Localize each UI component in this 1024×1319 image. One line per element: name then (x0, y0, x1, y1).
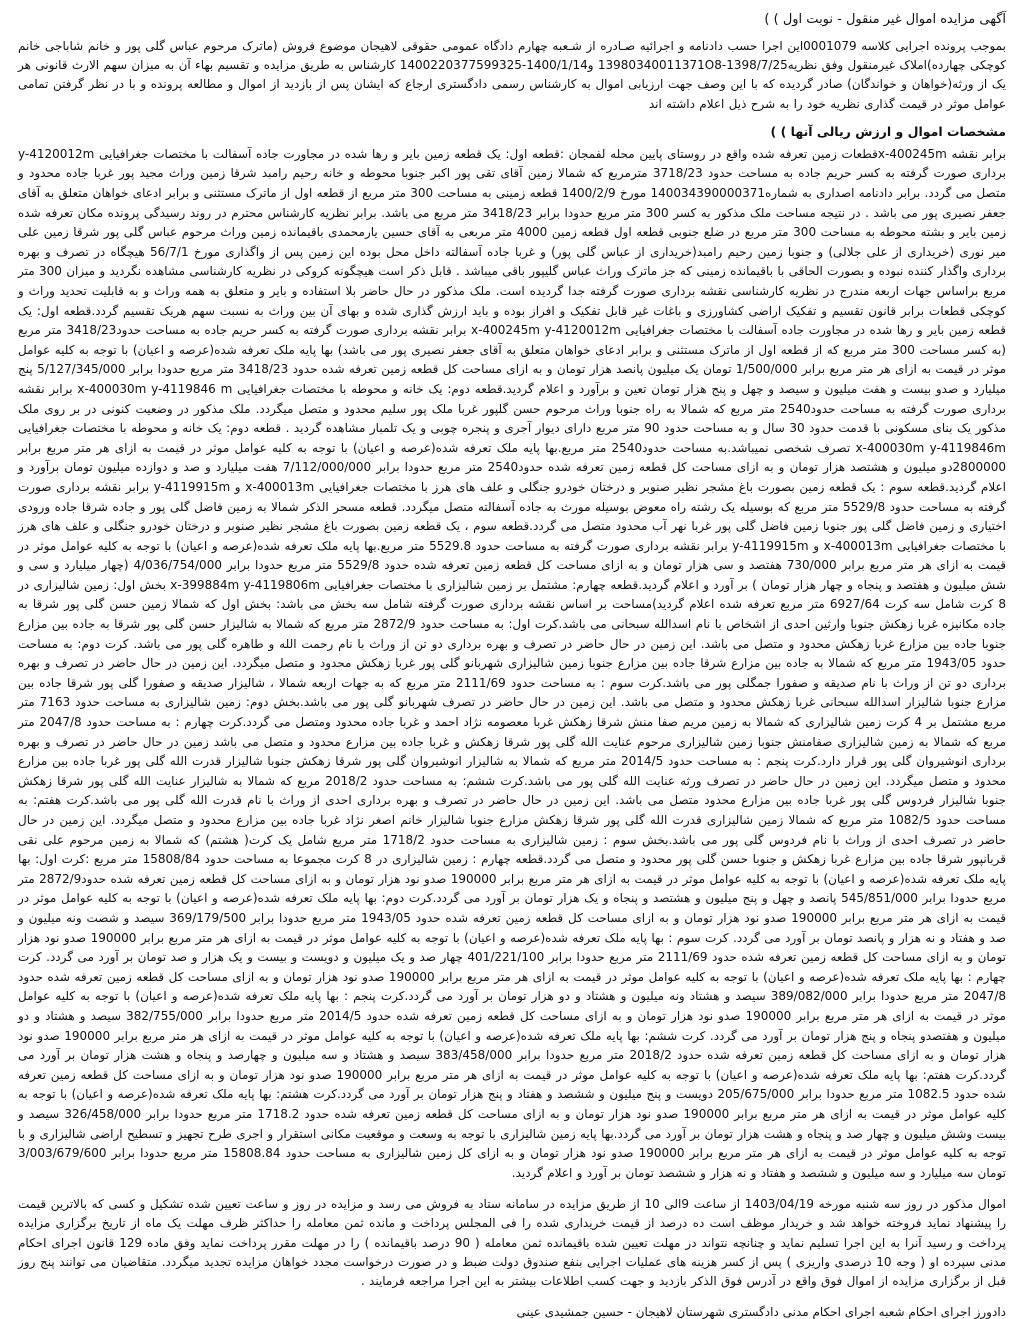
notice-intro-paragraph: بموجب پرونده اجرایی کلاسه 0001079این اجرا حسب دادنامه و اجرائیه صـادره از شـعبه چهارم دادگاه عمومی حقوقی لاهیجان موضوع فروش (ماترک مرحوم عباس گلی پور و خانم شاباجی خانم کوچکی چهارده)املاک غیرمنقول وفق نظریه13980340011371O8-1398/7/25 و1400/1/14-1400220377599325 کارشناس به طریق مزایده و تقسیم بهاء آن به میزان سهم الارث قانونی هر یک از ورثه(خواهان و خواندگان) صادر گردیده که با این وصف جهت ارزیابی اموال به کارشناس رسمی دادگستری ارجاع که ایشان پس از بازدید از اموال و مطالعه پرونده و با در نظر گرفتن تمامی عوامل موثر در قیمت گذاری نظریه خود را به شرح ذیل اعلام داشته اند (18, 39, 1007, 111)
notice-title: آگهی مزایده اموال غیر منقول - نوبت اول ) ) (764, 12, 1006, 27)
property-specifications-heading: مشخصات اموال و ارزش ریالی آنها ) ) (770, 123, 1006, 139)
property-specifications-body: برابر نقشه x-400245mقطعات زمین تعرفه شده واقع در روستای پایین محله لفمجان :قطعه اول: یک قطعه زمین بایر و رها شده در مجاورت جاده آسفالت با مختصات جغرافیایی y-4120012m برداری صورت گرفته به کسر حریم جاده به مساحت حدود 3718/23 مترمربع که شمالا زمین آقای تقی پور اکبر جنوبا محوطه و خانه رحیم رامبد شرقا زمین وراث مجید پور غربا جاده محدود و متصل می گردد. برابر دادنامه اصداری به شماره140034390000371 مورخ 1400/2/9 قطعه زمینی به مساحت 300 متر مربع از قطعه اول از ماترک مستثنی و برابر ادعای خواهان متعلق به آقای جعفر نصیری پور می باشد . در نتیجه مساحت ملک مذکور به کسر 300 متر مربع حدودا برابر 3418/23 متر مربع می باشد. برابر نظریه کارشناس محترم در روند رسیدگی پرونده مکان تعرفه شده زمین بایر و بشته محوطه به مساحت 300 متر مربع در ضلع جنوبی قطعه اول قطعه زمین 4000 متر مربعی به آقای حسین یارمحمدی باقیمانده زمین وراث مرحوم عباس گلی پور شرقا زمین علی میر نوری (خریداری از علی جلالی) و جنوبا زمین رحیم رامبد(خریداری از عباس گلی پور) و غربا جاده آسفالته داخل محل بوده این زمین پس از واگذاری مورخ 56/7/1 هیچگاه در تصرف و بهره برداری واگذار کننده نبوده و بصورت الحاقی با باقیمانده زمینی که جز ماترک وراث عباس گلیپور باقی میباشد . قابل ذکر است هیچگونه کروکی در نظریه کارشناسی مشاهده نگردید و میزان 300 متر مربع براساس جهات اربعه مندرج در نظریه کارشناسی نقشه برداری صورت گرفته جدا گردیده است. ملک مذکور در حال حاضر بلا استفاده و بایر و متعلق به همه وراث و به قابلیت تحدید وراث و کوچکی قطعات برابر قانون تقسیم و تفکیک اراضی کشاورزی و باغات غیر قابل تفکیک و افراز بوده و باید ارزش گذاری شده و بهای آن بین وراث به نسبت سهم هریک تقسیم گردد.قطعه اول: یک قطعه زمین بایر و رها شده در مجاورت جاده آسفالت با مختصات جغرافیایی x-400245m y-4120012m برابر نقشه برداری صورت گرفته به کسر حریم جاده به مساحت حدود3418/23 متر مربع (به کسر مساحت 300 متر مربع که از قطعه اول از ماترک مستثنی و برابر ادعای خواهان متعلق به آقای جعفر نصیری پور می باشد) بها پایه ملک تعرفه شده(عرصه و اعیان) با توجه به کلیه عوامل موثر در قیمت به ازای هر متر مربع برابر 1/500/000 تومان یک میلیون پانصد هزار تومان و به ازای مساحت کل قطعه زمین تعرفه شده حدود 3418/23 متر مربع حدودا برابر 5/127/345/000 پنج میلیارد و صدو بیست و هفت میلیون و سیصد و چهل و پنج هزار تومان تعین و برآورد و اعلام گردید.قطعه دوم: یک خانه و محوطه با مختصات جغرافیایی x-400030m y-4119846 m برابر نقشه برداری صورت گرفته به مساحت حدود2540 متر مربع که شمالا به راه جنوبا وراث مرحوم حسن گلپور غربا ملک پور سلیم محدود و متصل میگردد. ملک مذکور در وضعیت کنونی در بر روی ملک مذکور یک بنای مسکونی با قدمت حدود 30 سال و به مساحت حدود 90 متر مربع دارای دیوار آجری و پنجره چوبی و یک تلمبار مشاهده گردید . قطعه دوم: یک خانه و محوطه با مختصات جغرافیایی x-400030m y-4119846m تصرف شخصی نمیباشد.به مساحت حدود2540 متر مربع.بها پایه ملک تعرفه شده(عرصه و اعیان) با توجه به کلیه عوامل موثر در قیمت به ازای هر متر مربع برابر 2800000دو میلیون و هشتصد هزار تومان و به ازای مساحت کل قطعه زمین تعرفه شده حدود2540 متر مربع حدودا برابر 7/112/000/000 هفت میلیارد و صد و دوازده میلیون تومان برآورد و اعلام گردید.قطعه سوم : یک قطعه زمین بصورت باغ مشجر نظیر صنوبر و درختان خودرو جنگلی و علف های هرز با مختصات جغرافیایی x-400013m و y-4119915m برابر نقشه برداری صورت گرفته به مساحت حدود 5529/8 متر مربع که بوسیله یک رشته راه معوض بوسیله مورث به جاده آسفالته متصل میگردد. قطعه مسحر الذکر شمالا به زمین فاضل گلی پور و جاده شرقا جاده ورودی اختیاری و زمین فاضل گلی پور جنوبا زمین فاضل گلی پور غربا نهر آب محدود متصل می گردد.قطعه سوم ، یک قطعه زمین بصورت باغ مشجر نظیر صنوبر و درختان خودرو جنگلی و علف های هرز با مختصات جغرافیایی x-400013m و y-4119915m برابر نقشه برداری صورت گرفته به مساحت حدود 5529.8 متر مربع.بها پایه ملک تعرفه شده(عرصه و اعیان) با توجه به کلیه عوامل موثر در قیمت به ازای هر متر مربع برابر 730/000 هفتصد و سی هزار تومان و به ازای مساحت کل قطعه زمین تعرفه شده حدود 5529/8 متر مربع حدودا برابر 4/036/754/000 (چهار میلیارد و سی و شش میلیون و هفتصد و پنجاه و چهار هزار تومان ) بر آورد و اعلام گردید.قطعه چهارم: مشتمل بر زمین شالیزاری با مختصات جغرافیایی x-399884m y-4119806m بخش اول: زمین شالیزاری در 8 کرت شامل سه کرت 6927/64 متر مربع تعرفه شده اعلام گردید)مساحت بر اساس نقشه برداری صورت گرفته شامل سه بخش می باشد: بخش اول که شمالا زمین حسن گلی پور شرقا به جاده مکانیزه غربا زهکش جنوبا وارثین احدی از اشخاص با نام اسدالله سبحانی می باشد.کرت اول: به مساحت حدود 2872/9 متر مربع که شمالا به شالیزار حسن گلی پور شرقا به جاده بین مزارع جنوبا جاده بین مزارع غربا زهکش محدود و متصل می باشد. این زمین در حال حاضر در تصرف و بهره برداری دو تن از وراث با نام رحمت الله و طاهره گلی پور می باشد. کرت دوم: به مساحت حدود 1943/05 متر مربع که شمالا به جاده بین مزارع شرقا جاده بین مزارع جنوبا زمین شالیزاری شهربانو گلی پور غربا زهکش محدود و متصل میگردد. این زمین در حال حاضر در تصرف و بهره برداری دو تن از وراث با نام صدیقه و صفورا جمگلی پور می باشد.کرت سوم : به مساحت حدود 2111/69 متر مربع که به جهات اربعه شمالا ، شالیزار صدیقه و صفورا گلی پور شرقا جاده بین مزارع جنوبا شالیزار اسدالله سبحانی غربا زهکش محدود و متصل می باشد. این زمین در حال حاضر در تصرف شهربانو گلی پور می باشد.بخش دوم: زمین شالیزاری به مساحت حدود 7163 متر مربع مشتمل بر 4 کرت زمین شالیزاری که شمالا به زمین مریم صفا منش شرقا زهکش غربا معصومه نژاد احمد و غربا جاده محدود ومتصل می گردد.کرت چهارم : به مساحت حدود 2047/8 متر مربع که شمالا به زمین شالیزاری صفامنش جنوبا زمین شالیزاری مرحوم عنایت الله گلی پور شرقا زهکش و غربا جاده بین مزارع محدود و متصل می باشد زمین در حال حاضر در تصرف و بهره برداری انوشیروان گلی پور قرار دارد.کرت پنجم : به مساحت حدود 2014/5 متر مربع که شمالا به شالیزار انوشیروان گلی پور شرقا زهکش جنوبا شالیزار قدرت الله گلی پور غربا جاده بین مزارع محدود و متصل میگردد. این زمین در حال حاضر در تصرف ورثه عنایت الله گلی پور می باشد.کرت ششم: به مساحت حدود 2018/2 مربع که شمالا به شالیزار عنایت الله گلی پور شرقا زهکش جنوبا شالیزار فردوس گلی پور غربا جاده بین مزارع محدود متصل می باشد. این زمین در حال حاضر در تصرف و بهره برداری احدی از وراث با نام قدرت الله گلی پور می باشد.کرت هفتم: به مساحت حدود 1082/5 متر مربع که شمالا زمین شالیزاری قدرت الله گلی پور شرقا زهکش مزارع جنوبا شالیزار خانم اصغر نژاد غربا جاده بین مزارع محدود و متصل میگردد. این زمین در حال حاضر در تصرف احدی از وراث با نام فردوس گلی پور می باشد.بخش سوم : زمین شالیزاری به مساحت حدود 1718/2 متر مربع شامل یک کرت( هشتم) که شمالا به زمین مرحوم علی نقی قربانپور شرقا جاده بین مزارع غربا زهکش و جنوبا حسن گلی پور محدود و متصل می گردد.قطعه چهارم : زمین شالیزاری در 8 کرت مجموعا به مساحت حدود 15808/84 متر مربع :کرت اول: بها پایه ملک تعرفه شده(عرصه و اعیان) با توجه به کلیه عوامل موثر در قیمت به ازای هر متر مربع برابر 190000 صدو نود هزار تومان و به ازای مساحت کل قطعه زمین تعرفه شده حدود2872/9 متر مربع حدودا برابر 545/851/000 پانصد و چهل و پنج میلیون و هشتصد و پنجاه و یک هزار تومان بر آورد می گردد.کرت دوم: بها پایه ملک تعرفه شده(عرصه و اعیان) با توجه به کلیه عوامل موثر در قیمت به ازای هر متر مربع برابر 190000 صدو نود هزار تومان و به ازای مساحت کل قطعه زمین تعرفه شده حدود 1943/05 متر مربع حدودا برابر 369/179/500 سیصد و شصت ونه میلیون و صد و هفتاد و نه هزار و پانصد تومان بر آورد می گردد. کرت سوم : بها پایه ملک تعرفه شده(عرصه و اعیان) با توجه به کلیه عوامل موثر در قیمت به ازای هر متر مربع برابر 190000 صدو نود هزار تومان و به ازای مساحت کل قطعه زمین تعرفه شده حدود 2111/69 متر مربع حدودا برابر 401/221/100 چهار صد و یک میلیون و دویست و بیست و یک هزار و صد تومان بر آورد می گردد. کرت چهارم : بها پایه ملک تعرفه شده(عرصه و اعیان) با توجه به کلیه عوامل موثر در قیمت به ازای هر متر مربع برابر 190000 صدو نود هزار تومان و به ازای مساحت کل قطعه زمین تعرفه شده حدود 2047/8 متر مربع حدودا برابر 389/082/000 سیصد و هشتاد ونه میلیون و هشتاد و دو هزار تومان بر آورد می گردد.کرت پنجم : بها پایه ملک تعرفه شده(عرصه و اعیان) با توجه به کلیه عوامل موثر در قیمت به ازای هر متر مربع برابر 190000 صدو نود هزار تومان و به ازای مساحت کل قطعه زمین تعرفه شده حدود 2014/5 متر مربع حدودا برابر 382/755/000 سیصد و هشتاد و دو میلیون و هفتصدو پنجاه و پنج هزار تومان بر آورد می گردد. کرت ششم: بها پایه ملک تعرفه شده(عرصه و اعیان) با توجه به کلیه عوامل موثر در قیمت به ازای هر متر مربع برابر 190000 صدو نود هزار تومان و به ازای مساحت کل قطعه زمین تعرفه شده حدود 2018/2 متر مربع حدودا برابر 383/458/000 سیصد و هشتاد و سه میلیون و چهارصد و پنجاه و هشت هزار تومان بر آورد می گردد.کرت هفتم: بها پایه ملک تعرفه شده(عرصه و اعیان) با توجه به کلیه عوامل موثر در قیمت به ازای هر متر مربع برابر 190000 صدو نود هزار تومان و به ازای مساحت کل قطعه زمین تعرفه شده حدود 1082.5 متر مربع حدودا برابر 205/675/000 دویست و پنج میلیون و ششصد و هفتاد و پنج هزار تومان بر آورد می گردد.کرت هشتم: بها پایه ملک تعرفه شده(عرصه و اعیان) با توجه به کلیه عوامل موثر در قیمت به ازای هر متر مربع برابر 190000 صدو نود هزار تومان و به ازای مساحت کل قطعه زمین تعرفه شده حدود 1718.2 متر مربع حدودا برابر 326/458/000 سیصد و بیست وشش میلیون و چهار صد و پنجاه و هشت هزار تومان بر آورد می گردد.بها پایه زمین شالیزاری با توجه به وسعت و موقعیت مکانی استقرار و اجری طرح تجهیز و تسطیح اراضی شالیزاری و با توجه به کلیه عوامل موثر در قیمت به ازای هر متر مربع برابر 190000 صدو نود هزار تومان و به ازای کل زمین شالیزاری به مساحت حدود 15808.84 متر مربع حدودا برابر 3/003/679/600 تومان سه میلیارد و سه میلیون و ششصد و هفتاد و نه هزار و ششصد تومان بر آورد و اعلام گردید. (18, 146, 1007, 1180)
auction-terms-paragraph: اموال مذکور در روز سه شنبه مورخه 1403/04/19 از ساعت 9الی 10 از طریق مزایده در سامانه ستاد به فروش می رسد و مزایده در روز و ساعت تعیین شده تشکیل و کسی که بالاترین قیمت را پیشنهاد نماید فروخته خواهد شد و خریدار موظف است ده درصد از قیمت خریداری شده را فی المجلس پرداخت و مانده ثمن معامله را حداکثر ظرف مهلت یک ماه از تاریخ برگزاری مزایده پرداخت و رسید آنرا به این اجرا تسلیم نماید و چنانچه نتواند در مهلت تعیین شده باقیمانده ثمن معامله ( 90 درصد باقیمانده ) را در مهلت مقرر پرداخت نماید وفق ماده 129 قانون اجرای احکام مدنی سپرده او ( وجه 10 درصدی واریزی ) پس از کسر هزینه های عملیات اجرایی بنفع صندوق دولت ضبط و در صورت درخواست مجدد خواهان مزایده تجدید میگردد. متقاضیان می توانند پنج روز قبل از برگزاری مزایده از اموال فوق واقع در آدرس فوق الذکر بازدید و جهت کسب اطلاعات بیشتر به این اجرا مراجعه فرمایند . (18, 1197, 1006, 1289)
signature-line: دادورز اجرای احکام شعبه اجرای احکام مدنی دادگستری شهرستان لاهیجان - حسین جمشیدی عینی (516, 1305, 1006, 1319)
